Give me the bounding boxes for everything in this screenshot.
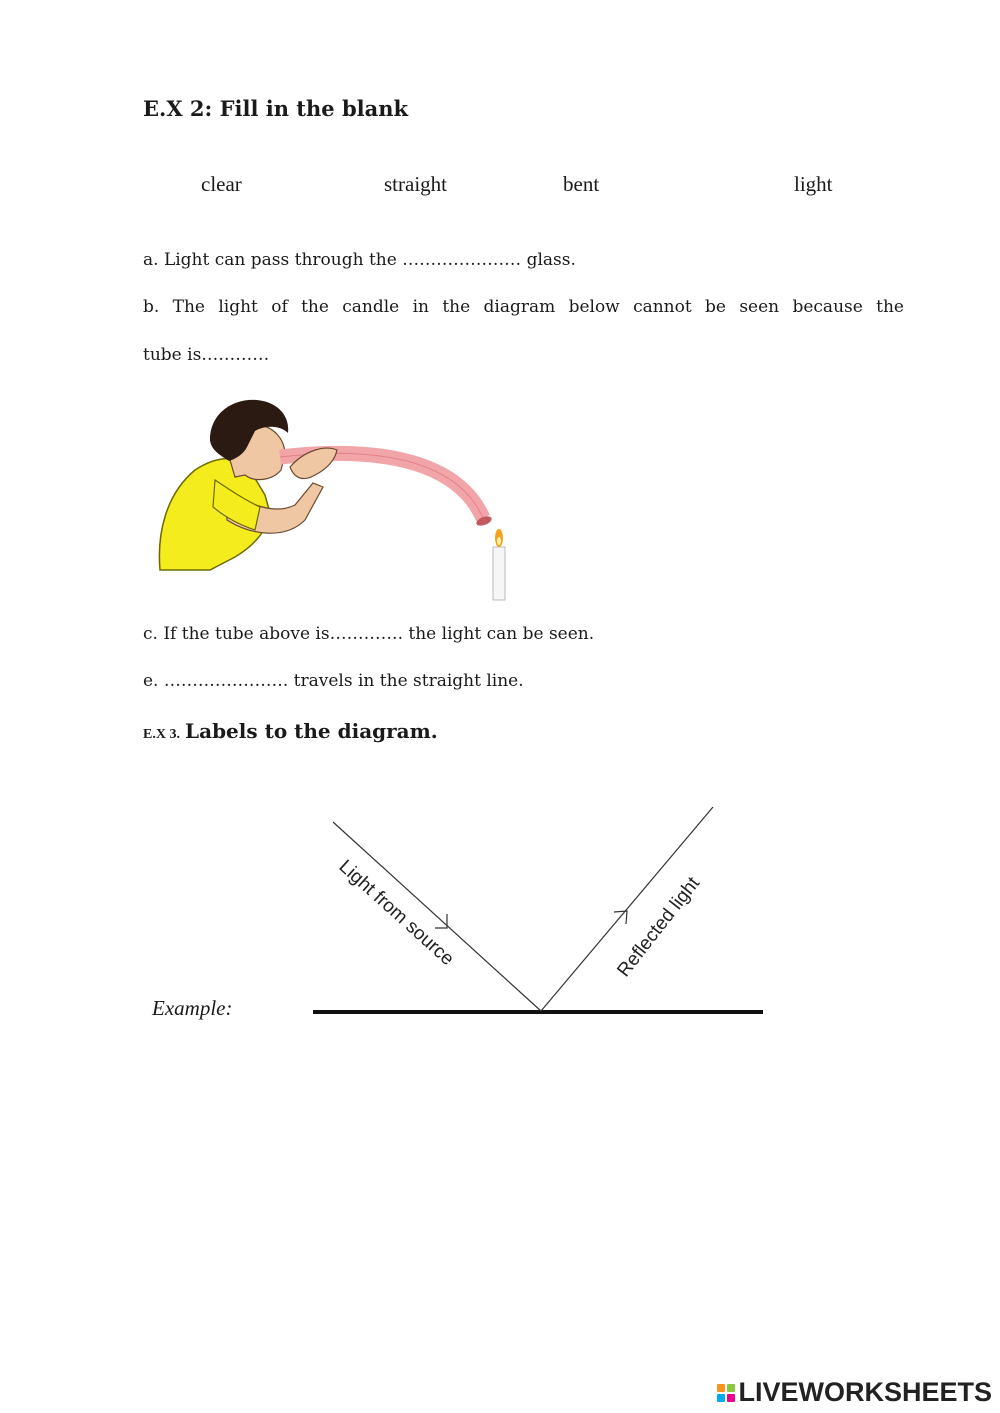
incident-ray	[333, 822, 541, 1011]
question-a: a. Light can pass through the ………………… glass.	[143, 250, 576, 270]
word-bank-bent: bent	[563, 172, 600, 196]
question-e: e. …………………. travels in the straight line.	[143, 671, 524, 691]
example-label: Example:	[152, 996, 233, 1020]
reflected-label: Reflected light	[613, 873, 705, 982]
liveworksheets-logo-text: LIVEWORKSHEETS	[738, 1377, 992, 1407]
question-b-line2: tube is…………	[143, 345, 270, 365]
question-b-line1: b. The light of the candle in the diagram below cannot be seen because the	[143, 297, 904, 317]
liveworksheets-logo	[717, 1377, 992, 1408]
word-bank-light: light	[794, 172, 833, 196]
exercise-3-number: E.X 3.	[143, 727, 180, 742]
reflected-ray	[541, 807, 713, 1011]
question-c: c. If the tube above is…………. the light can be seen.	[143, 624, 595, 644]
incident-label: Light from source	[334, 856, 458, 970]
exercise-3-title: Labels to the diagram.	[185, 719, 438, 743]
exercise-2-heading: E.X 2: Fill in the blank	[143, 96, 409, 121]
word-bank-straight: straight	[384, 172, 447, 196]
liveworksheets-logo-mark	[717, 1384, 735, 1402]
word-bank-clear: clear	[201, 172, 242, 196]
